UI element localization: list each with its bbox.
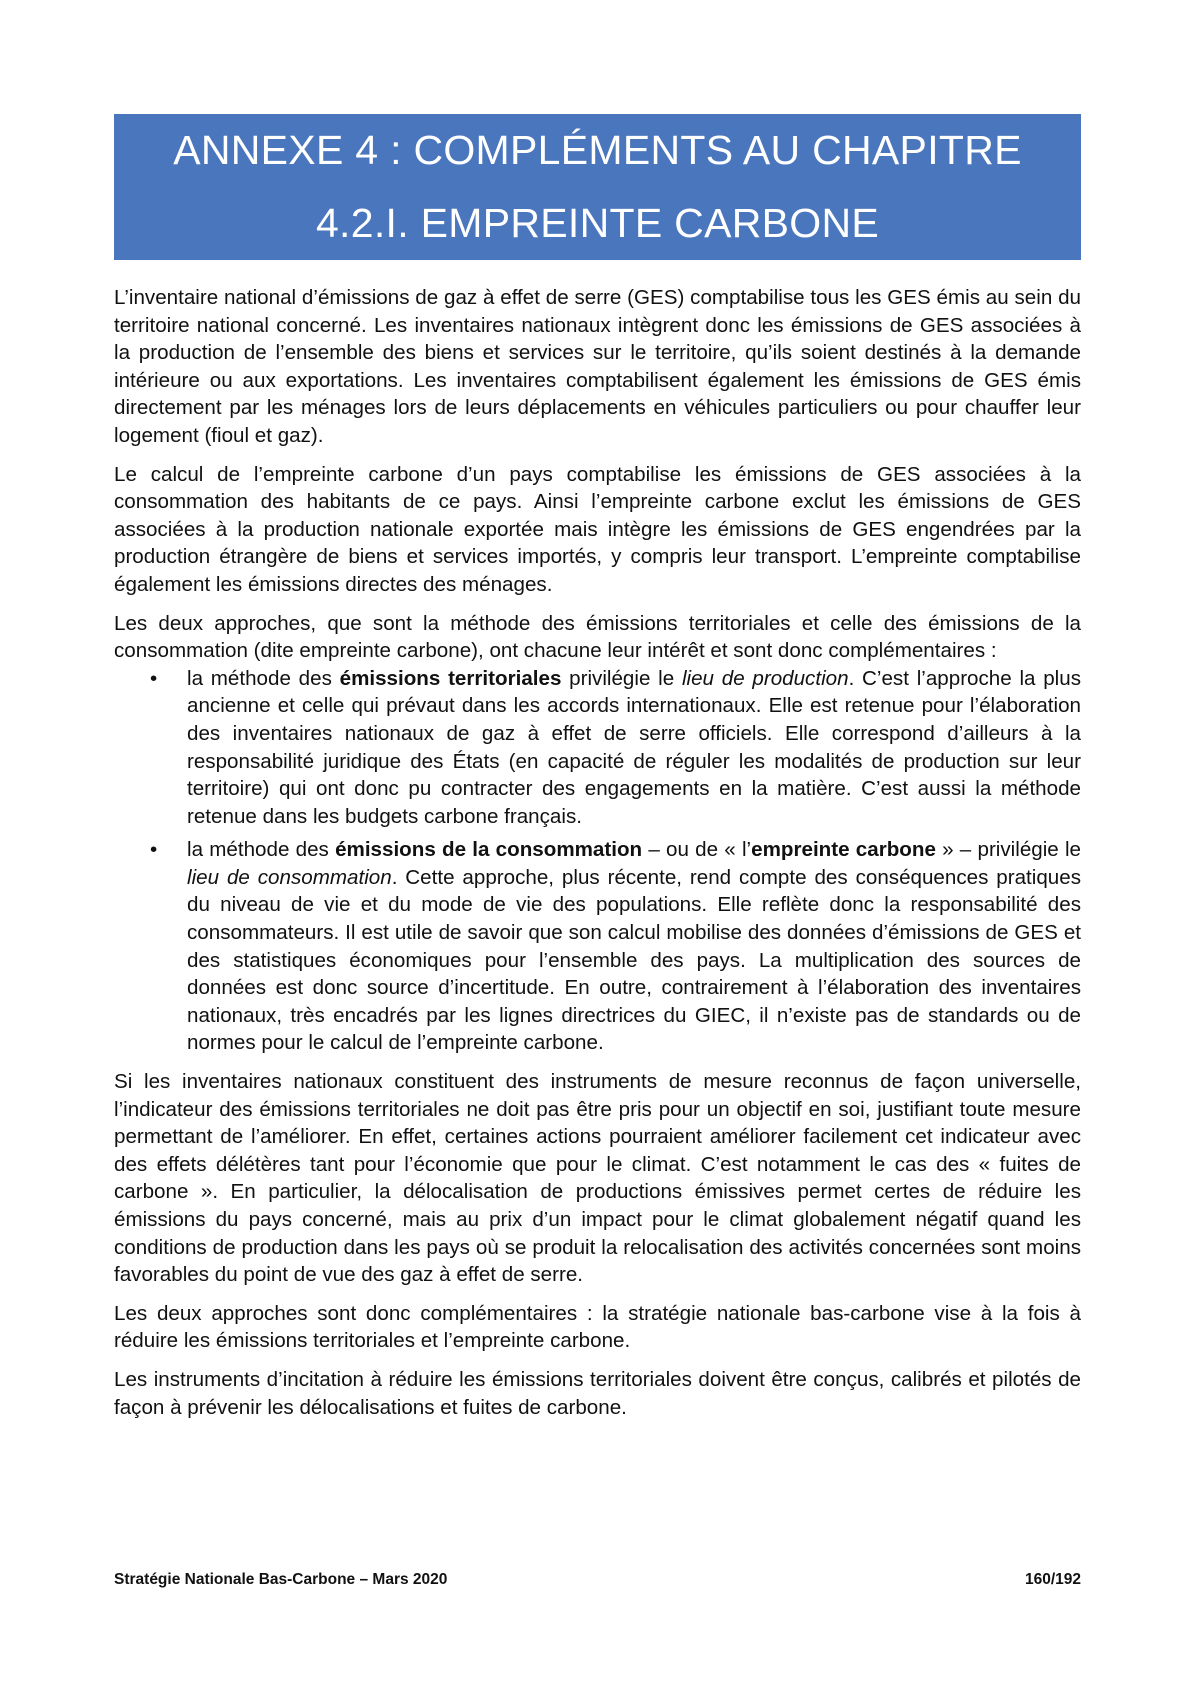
bold-term: émissions territoriales (339, 666, 562, 690)
list-text: . C’est l’approche la plus ancienne et celle qui prévaut dans les accords internationaux. Elle est retenue pour l’élaboration des inventaires nationaux de gaz à effet de serre officiels. Elle correspond d’ailleurs à la responsabilité juridique des États (en capacité de réguler les modalités de production sur leur territoire) qui ont donc pu contracter des engagements en la matière. C’est aussi la méthode retenue dans les budgets carbone français. (187, 666, 1082, 828)
list-text: la méthode des (187, 666, 340, 690)
list-text: . Cette approche, plus récente, rend compte des conséquences pratiques du niveau de vie et du mode de vie des populations. Elle reflète donc la responsabilité des consommateurs. Il est utile de savoir que son calcul mobilise des données d’émissions de GES et des statistiques économiques pour l’ensemble des pays. La multiplication des sources de données est donc source d’incertitude. En outre, contrairement à l’élaboration des inventaires nationaux, très encadrés par les lignes directrices du GIEC, il n’existe pas de standards ou de normes pour le calcul de l’empreinte carbone. (187, 865, 1081, 1055)
list-text: privilégie le (561, 666, 682, 690)
italic-term: lieu de consommation (187, 865, 392, 889)
chapter-title-line-1: ANNEXE 4 : COMPLÉMENTS AU CHAPITRE (173, 127, 1022, 173)
document-body (114, 284, 1081, 1432)
chapter-title-line-2: 4.2.I. EMPREINTE CARBONE (315, 200, 880, 246)
bold-term: émissions de la consommation (335, 838, 643, 862)
paragraph-instruments: Les instruments d’incitation à réduire les émissions territoriales doivent être conçus, calibrés et pilotés de façon à prévenir les délocalisations et fuites de carbone. (114, 1367, 1081, 1419)
bullet-icon: • (150, 838, 158, 862)
list-text: – ou de « l’ (642, 838, 752, 862)
approaches-list (114, 665, 1081, 1057)
page-footer (114, 1571, 1081, 1589)
paragraph-inventaire: L’inventaire national d’émissions de gaz à effet de serre (GES) comptabilise tous les GES émis au sein du territoire national concerné. Les inventaires nationaux intègrent donc les émissions de GES associées à la production de l’ensemble des biens et services sur le territoire, qu’ils soient destinés à la demande intérieure ou aux exportations. Les inventaires comptabilisent également les émissions de GES émis directement par les ménages lors de leurs déplacements en véhicules particuliers ou pour chauffer leur logement (fioul et gaz). (114, 286, 1081, 447)
paragraph-inventaires-nationaux: Si les inventaires nationaux constituent des instruments de mesure reconnus de façon universelle, l’indicateur des émissions territoriales ne doit pas être pris pour un objectif en soi, justifiant toute mesure permettant de l’améliorer. En effet, certaines actions pourraient améliorer facilement cet indicateur avec des effets délétères tant pour l’économie que pour le climat. C’est notamment le cas des « fuites de carbone ». En particulier, la délocalisation de productions émissives permet certes de réduire les émissions du pays concerné, mais au prix d’un impact pour le climat globalement négatif quand les conditions de production dans les pays où se produit la relocalisation des activités concernées sont moins favorables du point de vue des gaz à effet de serre. (114, 1070, 1081, 1287)
list-text: » – privilégie le (935, 838, 1082, 862)
italic-term: lieu de production (681, 666, 849, 690)
footer-document-title: Stratégie Nationale Bas-Carbone – Mars 2020 (114, 1571, 448, 1588)
paragraph-calcul-empreinte: Le calcul de l’empreinte carbone d’un pays comptabilise les émissions de GES associées à la consommation des habitants de ce pays. Ainsi l’empreinte carbone exclut les émissions de GES associées à la production nationale exportée mais intègre les émissions de GES engendrées par la production étrangère de biens et services importés, y compris leur transport. L’empreinte comptabilise également les émissions directes des ménages. (114, 462, 1081, 596)
list-text: la méthode des (187, 838, 336, 862)
chapter-title-banner (114, 114, 1081, 260)
bullet-icon: • (150, 666, 158, 690)
list-item-emissions-consommation (114, 836, 1081, 1057)
footer-page-number: 160/192 (1024, 1571, 1081, 1588)
bold-term: empreinte carbone (751, 838, 936, 862)
paragraph-complementaires: Les deux approches sont donc complémentaires : la stratégie nationale bas-carbone vise à la fois à réduire les émissions territoriales et l’empreinte carbone. (114, 1301, 1081, 1353)
list-item-emissions-territoriales (114, 665, 1081, 831)
paragraph-deux-approches: Les deux approches, que sont la méthode des émissions territoriales et celle des émissions de la consommation (dite empreinte carbone), ont chacune leur intérêt et sont donc complémentaires : (114, 611, 1081, 663)
